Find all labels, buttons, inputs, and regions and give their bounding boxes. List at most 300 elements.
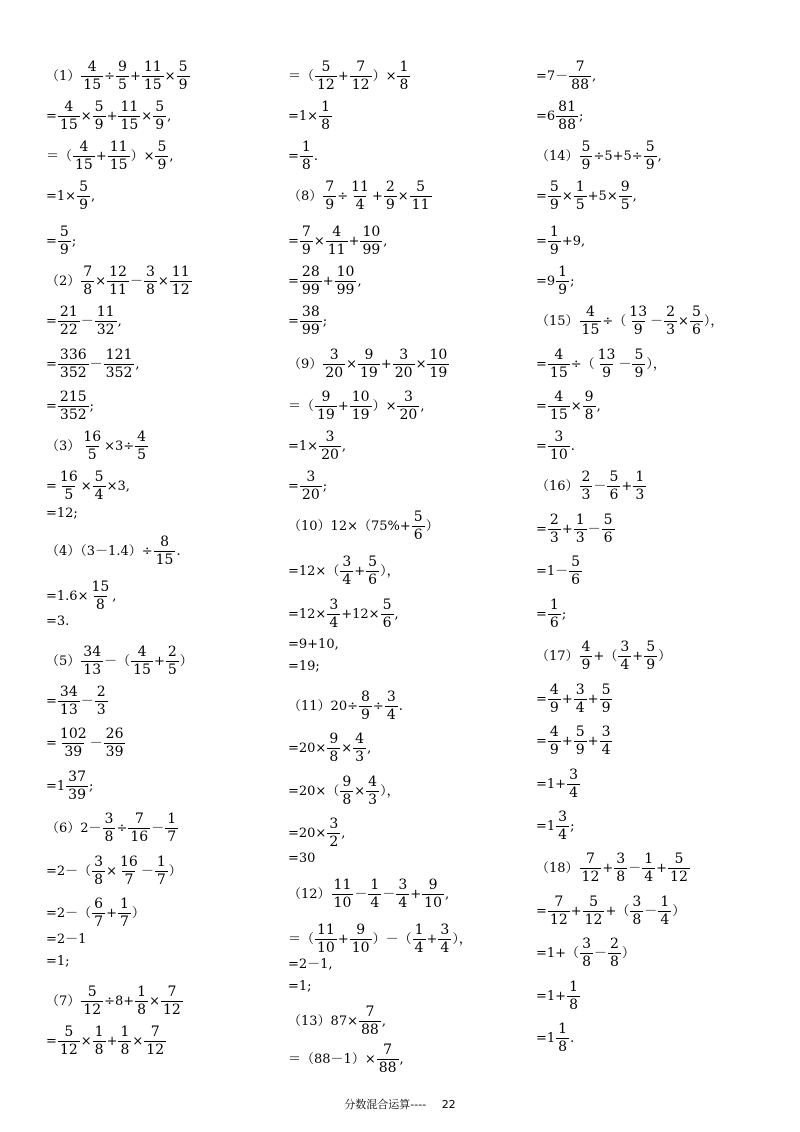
numerator: 1 [120, 1024, 130, 1040]
fraction [614, 852, 627, 884]
fraction [574, 180, 587, 212]
equation-text: , [596, 398, 601, 414]
fraction [381, 598, 394, 630]
fraction [144, 265, 157, 297]
equation-text: , [367, 740, 372, 756]
fraction [412, 510, 425, 542]
equation-line [46, 615, 69, 628]
denominator: 88 [571, 76, 589, 93]
denominator: 6 [691, 321, 701, 338]
fraction [77, 180, 90, 212]
denominator: 4 [398, 894, 408, 911]
equation-text: =1; [288, 979, 312, 994]
equation-text: ÷5+5÷ [593, 148, 643, 164]
numerator: 1 [399, 59, 409, 75]
fraction [131, 645, 153, 677]
fraction [58, 100, 80, 132]
fraction [642, 852, 655, 884]
equation-text: =12× [288, 606, 327, 622]
denominator: 352 [59, 406, 87, 423]
denominator: 9 [581, 156, 591, 173]
fraction [161, 985, 183, 1017]
numerator: 5 [321, 59, 331, 75]
denominator: 15 [59, 116, 78, 133]
fraction [393, 348, 415, 380]
equation-text: ÷ [337, 188, 349, 204]
equation-text: × [80, 108, 92, 124]
numerator: 5 [581, 139, 591, 155]
equation-text: × [80, 1033, 92, 1049]
denominator: 9 [301, 241, 311, 258]
equation-line [288, 390, 424, 422]
fraction [384, 180, 397, 212]
denominator: 99 [362, 241, 381, 258]
numerator: 4 [332, 224, 342, 240]
equation-text: ÷8+ [104, 993, 135, 1009]
equation-text: ; [89, 778, 94, 794]
equation-text: + [348, 233, 360, 249]
equation-text: ÷（ [570, 356, 595, 372]
equation-text: =20× [288, 825, 327, 841]
equation-text: － [80, 313, 94, 329]
fraction [340, 775, 353, 807]
equation-text: ÷ [116, 820, 128, 836]
equation-text: , [420, 398, 425, 414]
fraction [596, 348, 618, 380]
equation-text: × [80, 478, 92, 494]
denominator: 4 [440, 939, 450, 956]
equation-text: ; [71, 233, 77, 249]
equation-line [536, 305, 723, 337]
fraction [142, 60, 164, 92]
equation-text: =3. [46, 614, 70, 629]
numerator: 5 [79, 179, 88, 195]
numerator: 3 [329, 347, 339, 363]
numerator: 6 [94, 896, 104, 912]
equation-line [288, 1043, 404, 1075]
numerator: 10 [429, 347, 448, 363]
equation-text: , [357, 273, 362, 289]
numerator: 3 [575, 682, 585, 698]
equation-text: + [570, 903, 582, 919]
equation-text: = [46, 108, 57, 124]
equation-text: =1× [46, 188, 77, 204]
numerator: 2 [385, 179, 395, 195]
denominator: 9 [581, 656, 591, 673]
denominator: 22 [59, 321, 78, 338]
equation-text: = [536, 398, 547, 414]
equation-line [536, 225, 585, 257]
numerator: 7 [167, 984, 177, 1000]
fraction [359, 1005, 381, 1037]
equation-text: （2） [46, 273, 81, 289]
equation-text: + [632, 648, 644, 664]
denominator: 8 [120, 1041, 130, 1058]
equation-line [288, 470, 327, 502]
numerator: 1 [156, 854, 166, 870]
equation-line [536, 810, 574, 842]
fraction [580, 470, 593, 502]
denominator: 12 [146, 1041, 165, 1058]
numerator: 11 [109, 139, 128, 155]
equation-text: × [141, 108, 153, 124]
numerator: 26 [105, 726, 124, 742]
numerator: 3 [620, 639, 630, 655]
fraction [340, 555, 353, 587]
numerator: 5 [416, 179, 426, 195]
equation-text: + [602, 860, 614, 876]
denominator: 4 [601, 741, 611, 758]
equation-line [536, 937, 635, 969]
fraction [58, 1025, 80, 1057]
equation-text: = [288, 148, 299, 164]
numerator: 3 [104, 811, 114, 827]
equation-text: =2－（ [46, 863, 92, 879]
numerator: 5 [368, 554, 378, 570]
numerator: 9 [620, 179, 630, 195]
equation-text: － [129, 273, 143, 289]
fraction [359, 690, 372, 722]
numerator: 13 [629, 304, 648, 320]
fraction [58, 685, 80, 717]
denominator: 3 [549, 529, 559, 546]
equation-text: （16） [536, 478, 579, 494]
equation-text: , [167, 108, 172, 124]
equation-line [46, 855, 182, 887]
equation-text: ; [579, 108, 584, 124]
denominator: 19 [351, 406, 370, 423]
denominator: 8 [569, 996, 578, 1013]
fraction [81, 60, 103, 92]
numerator: 2 [581, 469, 591, 485]
equation-text: + [106, 1033, 118, 1049]
numerator: 5 [634, 347, 644, 363]
equation-line [536, 390, 601, 422]
numerator: 3 [616, 851, 626, 867]
equation-text: ）， [380, 783, 400, 799]
numerator: 121 [105, 347, 133, 363]
fraction [556, 810, 569, 842]
denominator: 5 [620, 196, 630, 213]
fraction [118, 855, 140, 887]
fraction [569, 555, 582, 587]
equation-text: , [112, 588, 117, 604]
denominator: 88 [558, 116, 576, 133]
equation-text: （8） [288, 188, 323, 204]
denominator: 4 [414, 939, 424, 956]
fraction [93, 100, 106, 132]
equation-text: ＝（88－1）× [288, 1051, 376, 1067]
fraction [350, 923, 372, 955]
equation-text: + [106, 108, 118, 124]
numerator: 1 [167, 811, 177, 827]
denominator: 7 [120, 913, 129, 930]
fraction [583, 390, 596, 422]
fraction [81, 985, 103, 1017]
equation-line [288, 60, 411, 92]
equation-text: =9+10, [288, 637, 339, 652]
fraction [368, 878, 381, 910]
equation-text: + [587, 691, 599, 707]
denominator: 20 [394, 364, 413, 381]
denominator: 15 [581, 321, 600, 338]
equation-text: + [621, 478, 633, 494]
numerator: 37 [68, 769, 86, 785]
numerator: 215 [59, 389, 87, 405]
fraction [548, 430, 570, 462]
equation-line [288, 1005, 386, 1037]
denominator: 8 [342, 791, 352, 808]
denominator: 99 [336, 281, 355, 298]
denominator: 4 [569, 784, 578, 801]
equation-text: （10）12×（75%+ [288, 518, 411, 534]
equation-line [288, 923, 472, 955]
denominator: 9 [575, 741, 585, 758]
numerator: 81 [558, 99, 576, 115]
numerator: 1 [137, 984, 147, 1000]
equation-line [536, 598, 566, 630]
numerator: 38 [301, 304, 320, 320]
equation-text: ÷ [372, 698, 384, 714]
equation-text: = [536, 903, 547, 919]
numerator: 2 [167, 644, 177, 660]
numerator: 9 [584, 389, 594, 405]
denominator: 12 [670, 868, 688, 885]
denominator: 5 [137, 446, 147, 463]
fraction [332, 878, 354, 910]
denominator: 39 [105, 743, 124, 760]
fraction [580, 305, 602, 337]
equation-text: =7－ [536, 68, 569, 84]
equation-line [46, 645, 193, 677]
equation-text: =30 [288, 851, 316, 866]
equation-line [46, 180, 95, 212]
fraction [135, 985, 148, 1017]
denominator: 12 [59, 1041, 78, 1058]
denominator: 15 [133, 661, 151, 678]
denominator: 9 [558, 281, 568, 298]
fraction [58, 305, 80, 337]
fraction [323, 348, 345, 380]
equation-line [288, 980, 312, 993]
numerator: 3 [94, 854, 104, 870]
denominator: 32 [96, 321, 115, 338]
equation-text: × [341, 740, 353, 756]
equation-text: ; [570, 818, 575, 834]
numerator: 9 [321, 389, 331, 405]
fraction [154, 535, 176, 567]
numerator: 4 [355, 731, 365, 747]
denominator: 9 [325, 196, 335, 213]
equation-text: , [383, 233, 388, 249]
equation-text: × [164, 68, 176, 84]
equation-text: + [561, 691, 573, 707]
numerator: 5 [549, 179, 559, 195]
denominator: 12 [581, 868, 600, 885]
numerator: 3 [403, 389, 413, 405]
fraction [58, 225, 71, 257]
fraction [618, 640, 631, 672]
equation-text: － [593, 945, 607, 961]
fraction [155, 855, 168, 887]
equation-text: =19; [288, 659, 320, 674]
equation-line [536, 513, 616, 545]
numerator: 4 [554, 389, 564, 405]
fraction [366, 555, 379, 587]
fraction [319, 430, 341, 462]
equation-text: ） [425, 518, 439, 534]
fraction [644, 140, 657, 172]
denominator: 4 [620, 656, 630, 673]
equation-text: × [313, 233, 325, 249]
denominator: 8 [399, 76, 409, 93]
denominator: 15 [143, 76, 162, 93]
denominator: 15 [75, 156, 93, 173]
numerator: 10 [362, 224, 381, 240]
fraction [427, 348, 449, 380]
equation-line [536, 140, 662, 172]
equation-text: = [536, 438, 547, 454]
fraction [327, 598, 340, 630]
equation-line [288, 638, 339, 651]
equation-text: = [46, 356, 57, 372]
fraction [644, 640, 657, 672]
denominator: 12 [83, 1001, 102, 1018]
equation-text: , [444, 886, 450, 902]
fraction [116, 60, 129, 92]
numerator: 9 [118, 59, 127, 75]
equation-line [288, 100, 333, 132]
equation-text: × [397, 188, 409, 204]
numerator: 12 [109, 264, 127, 280]
numerator: 9 [329, 731, 339, 747]
fraction [327, 732, 340, 764]
denominator: 4 [575, 699, 585, 716]
equation-text: , [341, 825, 346, 841]
fraction [73, 140, 95, 172]
equation-text: . [313, 148, 318, 164]
equation-text: － [354, 886, 368, 902]
denominator: 7 [167, 828, 177, 845]
denominator: 10 [549, 446, 568, 463]
fraction [335, 265, 357, 297]
denominator: 20 [321, 446, 339, 463]
denominator: 10 [351, 939, 370, 956]
numerator: 1 [660, 894, 670, 910]
fraction [350, 60, 372, 92]
equation-text: ÷（ [602, 313, 627, 329]
fraction [319, 100, 332, 132]
fraction [377, 1043, 399, 1075]
numerator: 102 [59, 726, 87, 742]
denominator: 5 [118, 76, 127, 93]
equation-text: × [132, 1033, 144, 1049]
equation-text: － [382, 886, 396, 902]
equation-line [46, 770, 93, 802]
equation-line [288, 732, 371, 764]
fraction [548, 725, 561, 757]
numerator: 3 [306, 469, 316, 485]
equation-text: + [129, 68, 141, 84]
equation-text: = [46, 398, 57, 414]
equation-text: ; [322, 313, 328, 329]
numerator: 5 [609, 469, 619, 485]
fraction [153, 100, 166, 132]
fraction [548, 513, 561, 545]
denominator: 5 [87, 446, 97, 463]
denominator: 12 [549, 911, 568, 928]
numerator: 34 [83, 644, 102, 660]
equation-line [288, 775, 400, 807]
fraction [135, 430, 148, 462]
equation-text: = [536, 606, 547, 622]
numerator: 1 [549, 224, 559, 240]
fraction [548, 895, 570, 927]
numerator: 16 [59, 469, 78, 485]
denominator: 19 [317, 406, 335, 423]
numerator: 5 [155, 99, 165, 115]
numerator: 336 [59, 347, 87, 363]
equation-text: =1 [536, 818, 556, 834]
equation-line [536, 895, 685, 927]
fraction [315, 60, 337, 92]
equation-text: = [536, 733, 547, 749]
equation-line [46, 470, 130, 502]
fraction [58, 390, 89, 422]
fraction [567, 768, 580, 800]
equation-line [536, 265, 574, 297]
denominator: 8 [616, 868, 626, 885]
numerator: 1 [120, 896, 129, 912]
equation-text: +12× [341, 606, 380, 622]
equation-text: ）， [380, 563, 400, 579]
denominator: 10 [317, 939, 335, 956]
equation-text: = [536, 233, 547, 249]
equation-line [46, 897, 145, 929]
fraction [627, 305, 649, 337]
fraction [155, 140, 168, 172]
equation-line [288, 430, 346, 462]
equation-line [288, 958, 333, 971]
denominator: 9 [602, 364, 612, 381]
denominator: 6 [368, 571, 378, 588]
denominator: 4 [329, 614, 339, 631]
fraction [107, 265, 129, 297]
denominator: 8 [94, 871, 104, 888]
numerator: 2 [96, 684, 106, 700]
equation-text: , [135, 356, 140, 372]
equation-line [536, 852, 691, 884]
denominator: 8 [584, 406, 594, 423]
equation-text: =20×（ [288, 783, 340, 799]
numerator: 4 [549, 724, 559, 740]
numerator: 10 [351, 389, 370, 405]
denominator: 15 [549, 406, 568, 423]
fraction [58, 727, 89, 759]
equation-text: =1+（ [536, 945, 580, 961]
equation-text: + [561, 733, 573, 749]
equation-text: = [46, 313, 57, 329]
numerator: 11 [120, 99, 139, 115]
denominator: 88 [378, 1059, 397, 1076]
denominator: 8 [329, 748, 339, 765]
denominator: 6 [382, 614, 392, 631]
equation-text: － [644, 903, 658, 919]
equation-line [46, 685, 109, 717]
equation-line [46, 225, 76, 257]
numerator: 1 [414, 922, 424, 938]
numerator: 5 [157, 139, 167, 155]
